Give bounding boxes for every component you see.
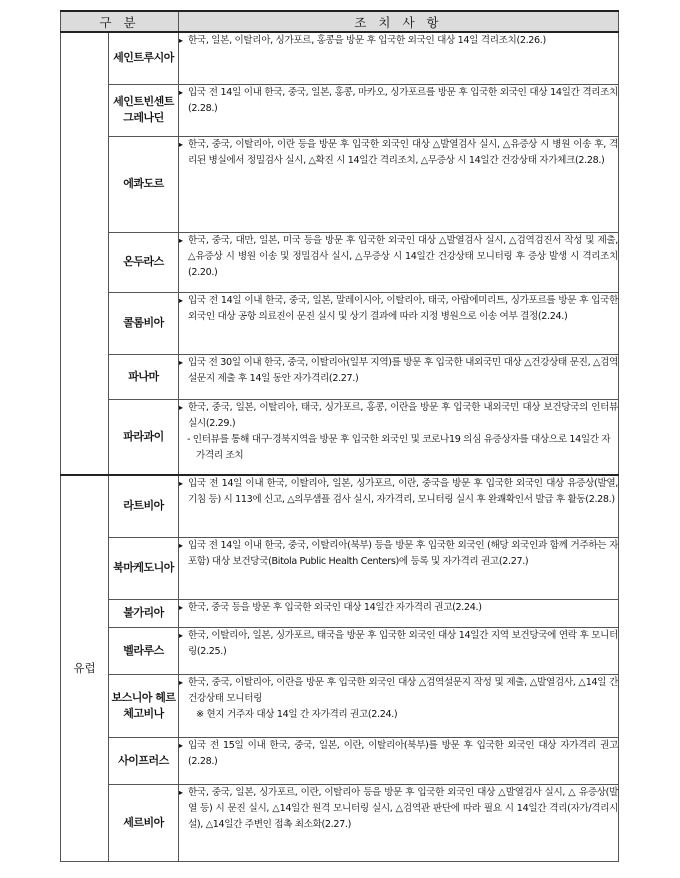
measure-cell	[179, 232, 619, 292]
table-row	[61, 784, 619, 861]
measure-item	[179, 738, 618, 770]
bullet-icon: ▸	[179, 740, 183, 750]
table-row	[61, 627, 619, 674]
bullet-icon: ▸	[179, 630, 183, 640]
measure-text: 한국, 중국, 대만, 일본, 미국 등을 방문 후 입국한 외국인 대상 △발열검사 실시, △검역검진서 작성 및 제출, △유증상 시 병원 이송 및 정밀검사 실시, △무증상 시 14일간 건강상태 모니터링 후 증상 발생 시 격리조치(2.20.)	[188, 234, 618, 278]
header-category: 구 분	[61, 11, 179, 32]
measure-cell	[179, 537, 619, 599]
measure-item	[179, 33, 618, 49]
country-name: 보스니아 헤르체고비나	[109, 674, 179, 737]
table-row	[61, 232, 619, 292]
bullet-icon: ▸	[179, 402, 183, 412]
country-name: 세인트빈센트 그레나딘	[109, 84, 179, 136]
country-name: 세인트루시아	[109, 32, 179, 84]
measure-cell	[179, 599, 619, 627]
country-name: 북마케도니아	[109, 537, 179, 599]
measure-text: 한국, 중국, 일본, 싱가포르, 이란, 이탈리아 등을 방문 후 입국한 외국인 대상 △발열검사 실시, △ 유증상(발열 등) 시 문진 실시, △14일간 원격 모니터링 실시, △검역관 판단에 따라 필요 시 14일간 격리(자가/격리시설), △14일간 주변인 접촉 최소화(2.27.)	[188, 786, 618, 830]
measure-item	[179, 538, 618, 570]
measure-cell	[179, 674, 619, 737]
bullet-icon: ▸	[179, 295, 183, 305]
measures-table	[60, 10, 619, 862]
country-name: 에콰도르	[109, 136, 179, 232]
measure-text: 입국 전 14일 이내 한국, 중국, 이탈리아(북부) 등을 방문 후 입국한 외국인 (해당 외국인과 함께 거주하는 자 포함) 대상 보건당국(Bitola Public Health Centers)에 등록 및 자가격리 권고(2.27.)	[188, 539, 618, 567]
measure-note: ※ 현지 거주자 대상 14일 간 자가격리 권고(2.24.)	[196, 708, 398, 720]
measure-item	[179, 293, 618, 325]
measure-text: 한국, 중국, 일본, 이탈리아, 태국, 싱가포르, 홍콩, 이란을 방문 후 입국한 내외국민 대상 보건당국의 인터뷰 실시(2.29.)	[188, 401, 618, 429]
table-row	[61, 292, 619, 354]
bullet-icon: ▸	[179, 235, 183, 245]
table-row	[61, 537, 619, 599]
table-row	[61, 84, 619, 136]
measure-cell	[179, 627, 619, 674]
table-row	[61, 674, 619, 737]
bullet-icon: ▸	[179, 36, 183, 45]
table-header-row	[61, 11, 619, 32]
country-name: 파라과이	[109, 399, 179, 475]
bullet-icon: ▸	[179, 479, 183, 488]
measure-text: 입국 전 15일 이내 한국, 중국, 일본, 이란, 이탈리아(북부)를 방문 후 입국한 외국인 대상 자가격리 권고(2.28.)	[188, 739, 618, 767]
table-row	[61, 354, 619, 399]
table-row	[61, 136, 619, 232]
measure-item	[179, 137, 618, 169]
measure-cell	[179, 84, 619, 136]
header-measures: 조 치 사 항	[179, 11, 619, 32]
measure-text: 한국, 중국, 이탈리아, 이란을 방문 후 입국한 외국인 대상 △검역설문지 작성 및 제출, △발열검사, △14일 간 건강상태 모니터링	[188, 676, 618, 704]
measure-item	[179, 675, 618, 707]
country-name: 온두라스	[109, 232, 179, 292]
measure-text: 입국 전 30일 이내 한국, 중국, 이탈리아(일부 지역)를 방문 후 입국한 내외국민 대상 △건강상태 문진, △검역설문지 제출 후 14일 동안 자가격리(2.27.)	[188, 356, 618, 384]
measure-cell	[179, 737, 619, 784]
measure-cell	[179, 292, 619, 354]
measure-cell	[179, 32, 619, 84]
measure-text: 입국 전 14일 이내 한국, 중국, 일본, 홍콩, 마카오, 싱가포르를 방문 후 입국한 외국인 대상 14일간 격리조치(2.28.)	[188, 86, 618, 114]
measure-cell	[179, 475, 619, 537]
measure-item	[179, 785, 618, 833]
measure-item	[179, 233, 618, 281]
measure-cell	[179, 354, 619, 399]
bullet-icon: ▸	[179, 87, 183, 97]
bullet-icon: ▸	[179, 787, 183, 797]
country-name: 파나마	[109, 354, 179, 399]
measure-cell	[179, 399, 619, 475]
bullet-icon: ▸	[179, 357, 183, 367]
country-name: 불가리아	[109, 599, 179, 627]
table-row	[61, 599, 619, 627]
measure-item	[179, 355, 618, 387]
measure-item	[179, 400, 618, 432]
country-name: 세르비아	[109, 784, 179, 861]
measure-text: 한국, 일본, 이탈리아, 싱가포르, 홍콩을 방문 후 입국한 외국인 대상 14일 격리조치(2.26.)	[188, 35, 546, 46]
measure-text: 입국 전 14일 이내 한국, 중국, 일본, 말레이시아, 이탈리아, 태국, 아랍에미리트, 싱가포르를 방문 후 입국한 외국인 대상 공항 의료진이 문진 실시 및 상기 결과에 따라 지정 병원으로 이송 여부 결정(2.24.)	[188, 294, 618, 322]
bullet-icon: ▸	[179, 139, 183, 149]
measure-item	[179, 85, 618, 117]
measure-item	[179, 476, 618, 508]
measure-item	[179, 628, 618, 660]
measure-text: 한국, 중국, 이탈리아, 이란 등을 방문 후 입국한 외국인 대상 △발열검사 실시, △유증상 시 병원 이송 후, 격리된 병실에서 정밀검사 실시, △확진 시 14일간 격리조치, △무증상 시 14일간 건강상태 자가체크(2.28.)	[188, 138, 618, 166]
measure-text: 입국 전 14일 이내 한국, 이탈리아, 일본, 싱가포르, 이란, 중국을 방문 후 입국한 외국인 대상 유증상(발열, 기침 등) 시 113에 신고, △의무샘플 검사 실시, 자가격리, 모니터링 실시 후 완쾌확인서 발급 후 활동(2.28.)	[188, 478, 618, 505]
measure-cell	[179, 136, 619, 232]
measure-text: 한국, 중국 등을 방문 후 입국한 외국인 대상 14일간 자가격리 권고(2.24.)	[188, 601, 482, 613]
bullet-icon: ▸	[179, 540, 183, 550]
table-row	[61, 399, 619, 475]
table-row	[61, 737, 619, 784]
country-name: 라트비아	[109, 475, 179, 537]
measure-text: 한국, 이탈리아, 일본, 싱가포르, 태국을 방문 후 입국한 외국인 대상 14일간 지역 보건당국에 연락 후 모니터링(2.25.)	[188, 629, 618, 657]
table-row	[61, 475, 619, 537]
region-cell	[61, 32, 109, 475]
bullet-icon: ▸	[179, 677, 183, 687]
measure-subitem: - 인터뷰를 통해 대구·경북지역을 방문 후 입국한 외국인 및 코로나19 의심 유증상자를 대상으로 14일간 자가격리 조치	[187, 433, 611, 461]
country-name: 콜롬비아	[109, 292, 179, 354]
country-name: 사이프러스	[109, 737, 179, 784]
country-name: 벨라루스	[109, 627, 179, 674]
bullet-icon: ▸	[179, 602, 183, 612]
region-cell: 유럽	[61, 475, 109, 861]
table-row	[61, 32, 619, 84]
measure-item	[179, 600, 618, 616]
measure-cell	[179, 784, 619, 861]
